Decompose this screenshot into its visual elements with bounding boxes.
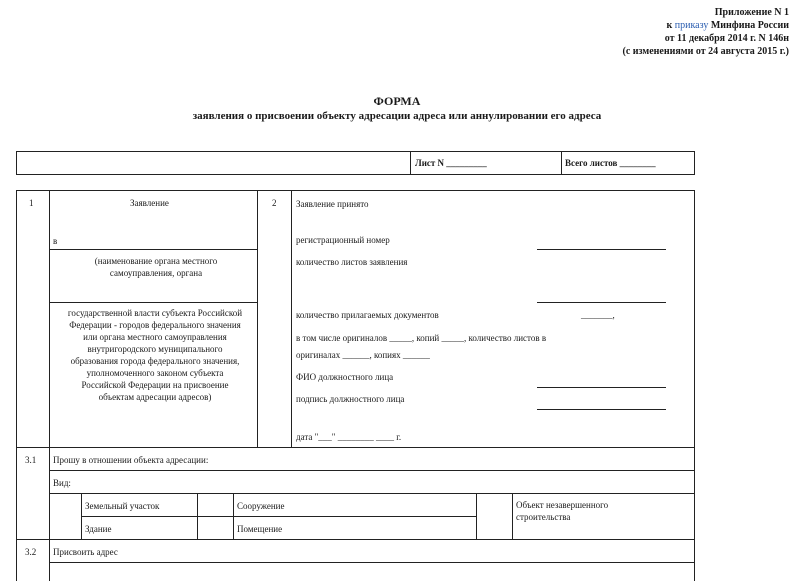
application-form-table: [16, 190, 695, 581]
assign-address-label: Присвоить адрес: [53, 547, 118, 557]
section-2-number: 2: [272, 198, 277, 208]
appendix-header: [623, 6, 790, 58]
option-unfinished-construction: Объект незавершенного строительства: [516, 500, 609, 522]
appendix-number: Приложение N 1: [714, 7, 789, 18]
authority-caption-top: (наименование органа местного самоуправления, органа: [94, 256, 218, 278]
documents-count-blank[interactable]: _______,: [581, 310, 615, 320]
section-3-2-number: 3.2: [25, 547, 37, 557]
option-premises: Помещение: [237, 524, 283, 534]
sheet-number: Лист N _________: [415, 158, 487, 168]
official-signature-line[interactable]: [537, 409, 666, 410]
official-name-label: ФИО должностного лица: [296, 372, 394, 382]
form-subtitle: заявления о присвоении объекту адресации адреса или аннулировании его адреса: [192, 110, 602, 122]
official-signature-label: подпись должностного лица: [296, 394, 405, 404]
application-sheets-label: количество листов заявления: [296, 257, 408, 267]
authority-caption-bottom: государственной власти субъекта Российской Федерации - городов федерального значения или органа местного самоуправления внутригородского муниципального образования города федерального значения, уполномоченного законом субъекта Российской Федерации на присвоение объектам адресации адресов): [67, 308, 243, 402]
option-land-plot: Земельный участок: [85, 501, 160, 511]
originals-copies-line1: в том числе оригиналов _____, копий _____, количество листов в: [296, 333, 547, 343]
appendix-order-line: к приказу Минфина России: [666, 20, 789, 31]
registration-number-line[interactable]: [537, 249, 666, 250]
appendix-date: от 11 декабря 2014 г. N 146н: [664, 33, 789, 44]
registration-number-label: регистрационный номер: [296, 235, 390, 245]
total-sheets: Всего листов ________: [565, 158, 656, 168]
form-title: ФОРМА: [373, 94, 421, 108]
application-heading: Заявление: [130, 198, 169, 208]
option-building: Здание: [85, 524, 112, 534]
request-label: Прошу в отношении объекта адресации:: [53, 455, 209, 465]
addressee-prefix: в: [53, 236, 58, 246]
documents-count-label: количество прилагаемых документов: [296, 310, 439, 320]
acceptance-date: дата "___" ________ ____ г.: [296, 432, 402, 442]
appendix-amendments: (с изменениями от 24 августа 2015 г.): [622, 46, 789, 57]
sheet-bar: [16, 151, 695, 175]
official-name-line[interactable]: [537, 387, 666, 388]
originals-copies-line2: оригиналах ______, копиях ______: [296, 350, 430, 360]
accepted-label: Заявление принято: [296, 199, 369, 209]
option-structure: Сооружение: [237, 501, 285, 511]
application-sheets-line[interactable]: [537, 302, 666, 303]
section-3-1-number: 3.1: [25, 455, 37, 465]
order-link[interactable]: приказу: [674, 20, 709, 31]
section-1-number: 1: [29, 198, 34, 208]
object-type-label: Вид:: [53, 478, 71, 488]
